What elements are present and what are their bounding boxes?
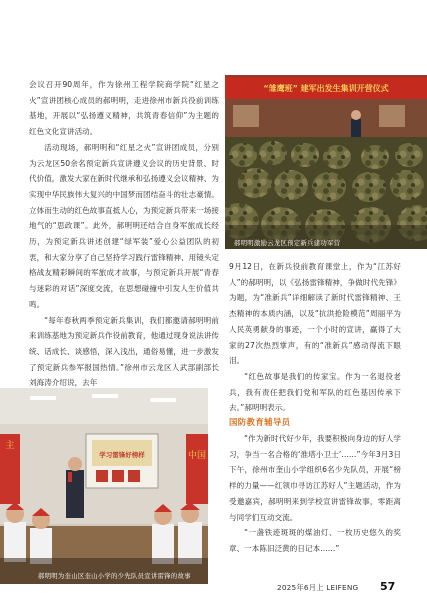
paragraph: “一盏铁迹斑斑的煤油灯、一枚历史悠久的奖章、一本陈旧泛黄的日记本……” — [229, 528, 401, 553]
paragraph: “作为新时代好少年，我要积极向身边的好人学习，争当一名合格的‘淮塔小卫士’……”今年3月3日下午，徐州市奎山小学组织6名少先队员，开展“榜样的力量——红领巾寻访江苏好人”主题活动，作为受邀嘉宾，郝明明来到学校宣讲雷锋故事，零距离与同学们互动交流。 — [229, 434, 401, 522]
right-banner-text: 中国 — [187, 451, 207, 461]
classroom-illustration — [0, 388, 208, 584]
page-footer — [0, 578, 427, 598]
section-heading: 国防教育辅导员 — [229, 417, 291, 427]
right-red-banner — [186, 434, 208, 504]
right-column-top-text — [229, 259, 401, 416]
training-base-illustration — [225, 75, 427, 249]
left-banner-text: 主 — [5, 441, 15, 451]
banner-text: “雏鹰班” 建军出发生集训开营仪式 — [263, 84, 389, 93]
page-number: 57 — [380, 580, 396, 593]
paragraph: 活动现场，郝明明和“红星之火”宣讲团成员，分别为云龙区50余名预定新兵宣讲遵义会议的历史背景、时代价值，激发大家在新时代继承和弘扬遵义会议精神、为实现中华民族伟大复兴的中国梦而团结奋斗的壮志豪情。立体而生动的红色故事直抵人心，为预定新兵带来一场接地气的“思政课”。此外，郝明明还结合自身军旅成长经历，为预定新兵讲述创建“绿军装”爱心公益团队的初衷，和大家分享了自己坚持学习践行雷锋精神、用镜头定格战友精彩瞬间的军旅成才故事，与预定新兵开展“青春与迷彩的对话”深度交流，在思想碰撞中引发人生价值共鸣。 — [29, 142, 219, 309]
screen-title: 学习雷锋好榜样 — [99, 451, 145, 459]
issue-label: 2025年6月上 LEIFENG — [277, 583, 359, 592]
paragraph: 会议召开90周年，作为徐州工程学院商学院“红星之火”宣讲团核心成员的郝明明，走进徐州市新兵役前训练基地，开展以“弘扬遵义精神，共筑青春信仰”为主题的红色文化宣讲活动。 — [29, 80, 219, 137]
paragraph: “每年春秋两季预定新兵集训，我们都邀请郝明明前来训练基地为预定新兵作役前教育，他通过现身说法讲传统、话成长、谈感悟，深入浅出，通俗易懂，进一步激发了预定新兵参军报国热情。”徐州市云龙区人武部副部长刘海涛介绍说，去年 — [29, 315, 219, 388]
left-column-text — [29, 77, 219, 391]
paragraph: “红色故事是我们的传家宝。作为一名退役老兵，我有责任把我们党和军队的红色基因传承下去。”郝明明表示。 — [229, 371, 401, 413]
classroom-photo — [0, 388, 208, 584]
right-column-bottom-text — [229, 431, 401, 557]
paragraph: 9月12日，在新兵役前教育课堂上，作为“江苏好人”的郝明明，以《弘扬雷锋精神，争做时代先锋》为题，为“准新兵”详细解读了新时代雷锋精神、王杰精神的本质内涵，以及“抗洪抢险模范”周丽平为人民英勇献身的事迹，一个小时的宣讲，赢得了大家的27次热烈掌声，有的“准新兵”感动得流下眼泪。 — [229, 262, 401, 366]
training-base-photo — [225, 75, 427, 249]
top-photo-caption: 郝明明激励云龙区预定新兵建功军营 — [234, 239, 341, 247]
bottom-photo-caption: 郝明明为奎山区奎山小学的少先队员宣讲雷锋的故事 — [38, 572, 191, 580]
